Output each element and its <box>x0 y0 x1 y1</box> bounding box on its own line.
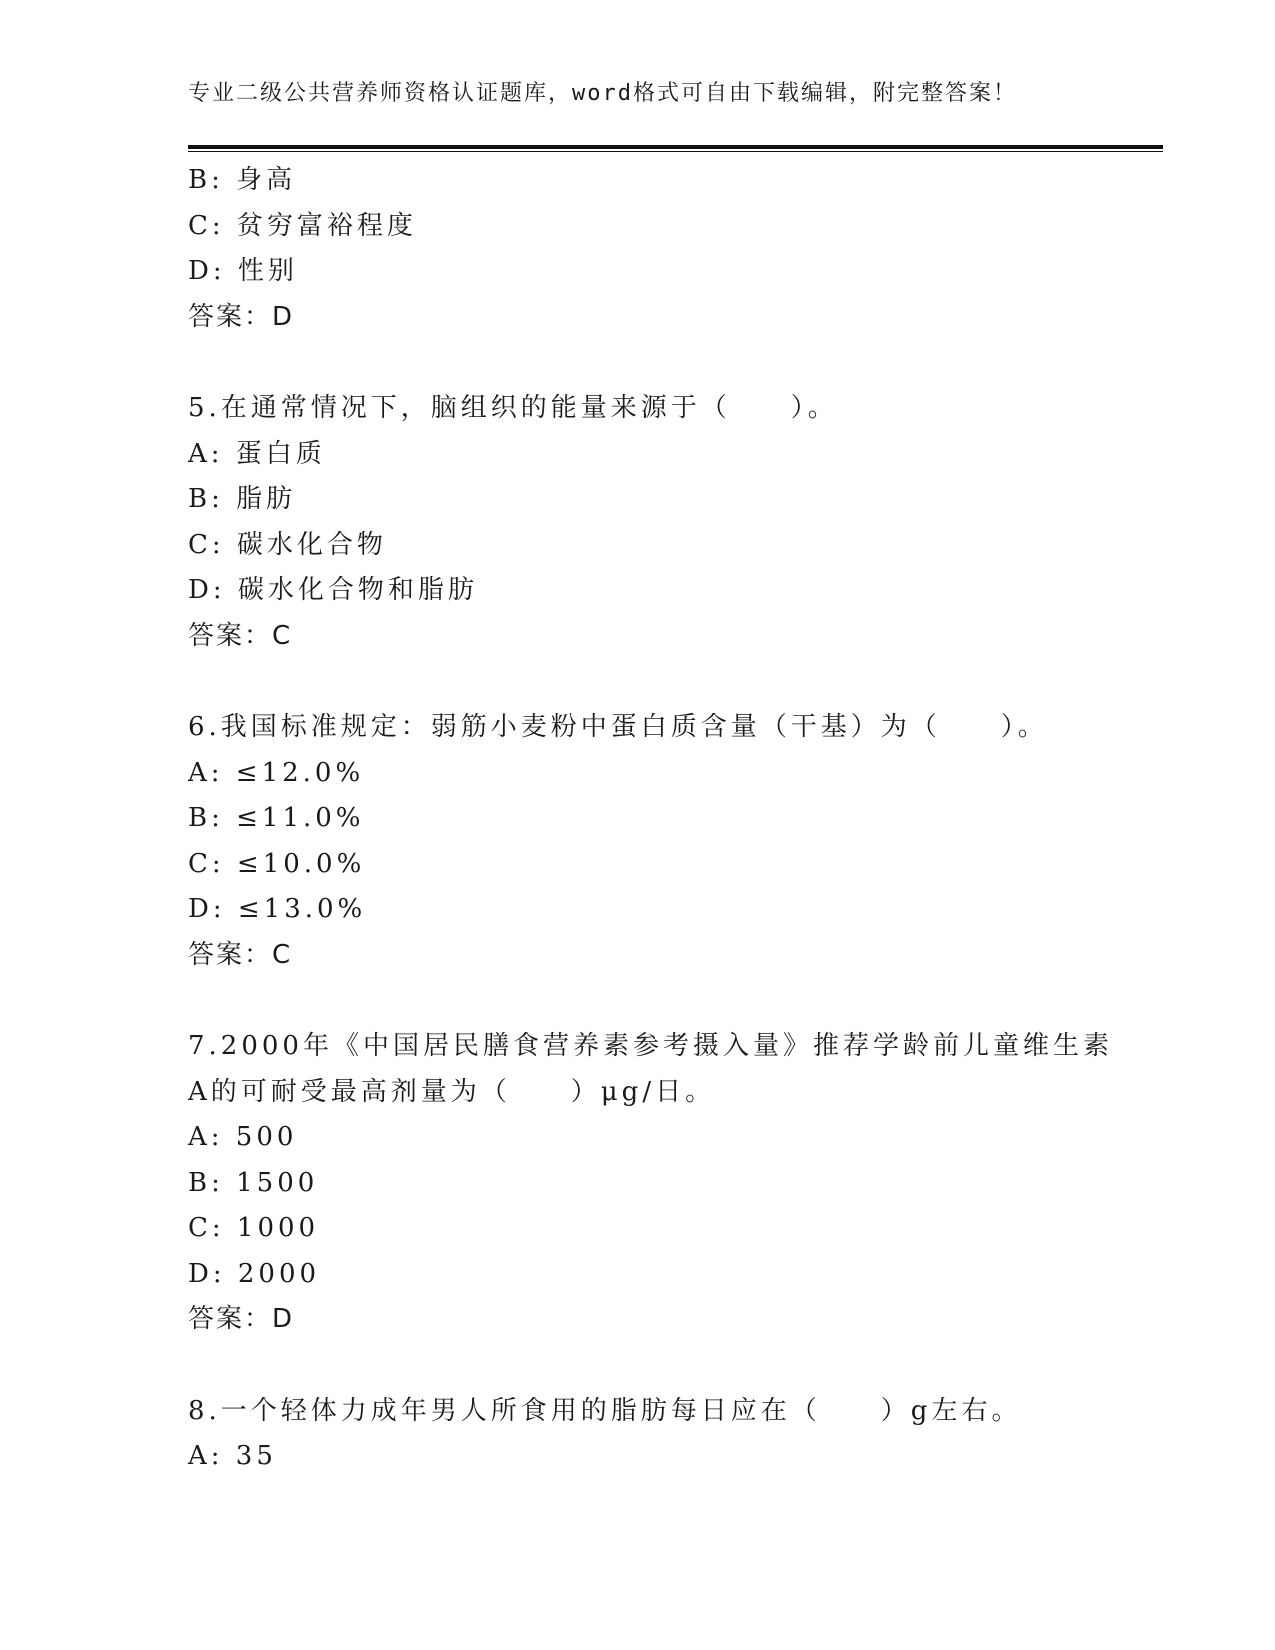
question-content <box>188 158 1148 1480</box>
q5-answer: 答案：C <box>188 620 293 651</box>
q5-option-c: C: 碳水化合物 <box>188 529 387 560</box>
header-rule-thin <box>188 151 1163 152</box>
q7-option-c: C: 1000 <box>188 1213 320 1243</box>
q5-option-b: B: 脂肪 <box>188 484 297 514</box>
q6-option-b: B: ≤11.0% <box>188 803 365 833</box>
q7-question-line-1: 7.2000年《中国居民膳食营养素参考摄入量》推荐学龄前儿童维生素 <box>188 1031 1113 1061</box>
spacer <box>188 659 1148 705</box>
spacer <box>188 1343 1148 1389</box>
q8-option-a: A: 35 <box>188 1441 277 1471</box>
q7-option-d: D: 2000 <box>188 1258 321 1289</box>
q4-option-d: D: 性别 <box>188 256 298 286</box>
q7-answer: 答案：D <box>188 1304 295 1334</box>
spacer <box>188 978 1148 1024</box>
q5-question: 5.在通常情况下，脑组织的能量来源于（ ）。 <box>188 393 838 423</box>
q6-answer: 答案：C <box>188 939 293 970</box>
q6-option-a: A: ≤12.0% <box>188 757 365 788</box>
q5-option-a: A: 蛋白质 <box>188 438 326 469</box>
page-header: 专业二级公共营养师资格认证题库，word格式可自由下载编辑，附完整答案！ <box>188 81 1017 106</box>
q8-question: 8.一个轻体力成年男人所食用的脂肪每日应在（ ）g左右。 <box>188 1395 1022 1426</box>
q7-option-b: B: 1500 <box>188 1167 319 1198</box>
header-rule-thick <box>188 145 1163 149</box>
q6-question: 6.我国标准规定：弱筋小麦粉中蛋白质含量（干基）为（ ）。 <box>188 712 1048 742</box>
q5-option-d: D: 碳水化合物和脂肪 <box>188 575 478 605</box>
spacer <box>188 340 1148 386</box>
q6-option-c: C: ≤10.0% <box>188 848 366 879</box>
q4-option-c: C: 贫穷富裕程度 <box>188 210 417 241</box>
q6-option-d: D: ≤13.0% <box>188 894 367 924</box>
q7-question-line-2: A的可耐受最高剂量为（ ）μg/日。 <box>188 1076 716 1107</box>
q4-option-b: B: 身高 <box>188 165 297 195</box>
q4-answer: 答案：D <box>188 301 295 332</box>
q7-option-a: A: 500 <box>188 1122 298 1152</box>
